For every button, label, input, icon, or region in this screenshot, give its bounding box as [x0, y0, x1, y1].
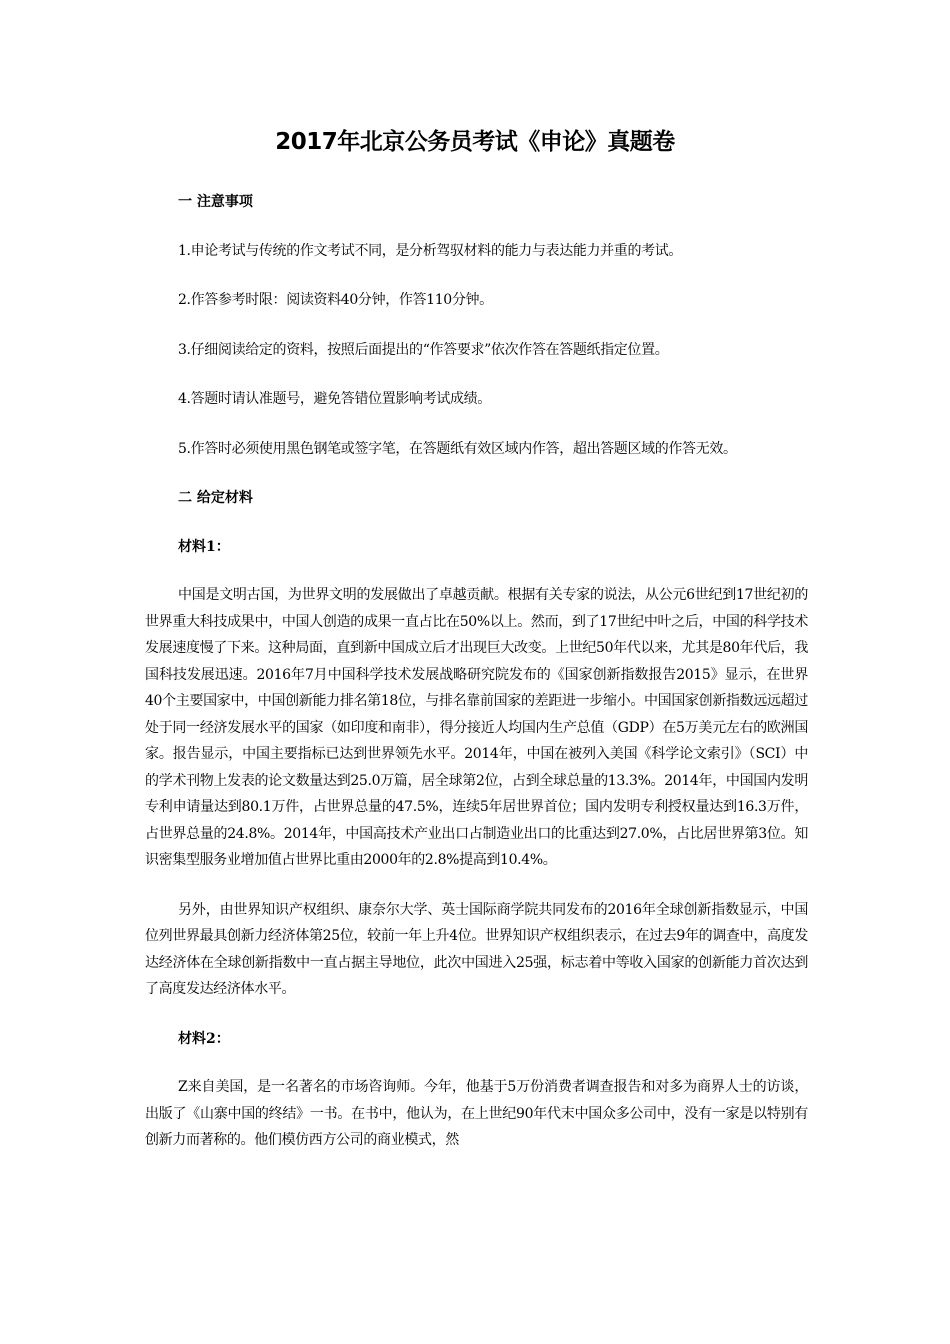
section-heading-notes: 一 注意事项: [178, 194, 253, 210]
material-2-label: 材料2：: [178, 1030, 230, 1047]
notice-item: 5.作答时必须使用黑色钢笔或签字笔，在答题纸有效区域内作答，超出答题区域的作答无效。: [178, 440, 737, 457]
document-body: [145, 189, 808, 1177]
material-1-label: 材料1：: [178, 538, 230, 555]
material-paragraph: 另外，由世界知识产权组织、康奈尔大学、英士国际商学院共同发布的2016年全球创新指数显示，中国位列世界最具创新力经济体第25位，较前一年上升4位。世界知识产权组织表示，在过去9年的调查中，高度发达经济体在全球创新指数中一直占据主导地位，此次中国进入25强，标志着中等收入国家的创新能力首次达到了高度发达经济体水平。: [145, 901, 808, 997]
document-title: 2017年北京公务员考试《申论》真题卷: [275, 129, 675, 155]
notice-item: 2.作答参考时限：阅读资料40分钟，作答110分钟。: [178, 292, 493, 308]
material-paragraph: Z来自美国，是一名著名的市场咨询师。今年，他基于5万份消费者调查报告和对多为商界人士的访谈，出版了《山寨中国的终结》一书。在书中，他认为，在上世纪90年代末中国众多公司中，没有一家是以特别有创新力而著称的。他们模仿西方公司的商业模式，然: [145, 1079, 808, 1148]
notice-item: 3.仔细阅读给定的资料，按照后面提出的“作答要求”依次作答在答题纸指定位置。: [178, 341, 669, 358]
notice-item: 1.申论考试与传统的作文考试不同，是分析驾驭材料的能力与表达能力并重的考试。: [178, 242, 683, 259]
material-paragraph: 中国是文明古国，为世界文明的发展做出了卓越贡献。根据有关专家的说法，从公元6世纪到17世纪初的世界重大科技成果中，中国人创造的成果一直占比在50%以上。然而，到了17世纪中叶之后，中国的科学技术发展速度慢了下来。这种局面，直到新中国成立后才出现巨大改变。上世纪50年代以来，尤其是80年代后，我国科技发展迅速。2016年7月中国科学技术发展战略研究院发布的《国家创新指数报告2015》显示，在世界40个主要国家中，中国创新能力排名第18位，与排名靠前国家的差距进一步缩小。中国国家创新指数远远超过处于同一经济发展水平的国家（如印度和南非），得分接近人均国内生产总值（GDP）在5万美元左右的欧洲国家。报告显示，中国主要指标已达到世界领先水平。2014年，中国在被列入美国《科学论文索引》（SCI）中的学术刊物上发表的论文数量达到25.0万篇，居全球第2位，占到全球总量的13.3%。2014年，中国国内发明专利申请量达到80.1万件，占世界总量的47.5%，连续5年居世界首位；国内发明专利授权量达到16.3万件，占世界总量的24.8%。2014年，中国高技术产业出口占制造业出口的比重达到27.0%，占比居世界第3位。知识密集型服务业增加值占世界比重由2000年的2.8%提高到10.4%。: [145, 587, 808, 868]
section-heading-materials: 二 给定材料: [178, 490, 253, 506]
notice-item: 4.答题时请认准题号，避免答错位置影响考试成绩。: [178, 391, 491, 407]
